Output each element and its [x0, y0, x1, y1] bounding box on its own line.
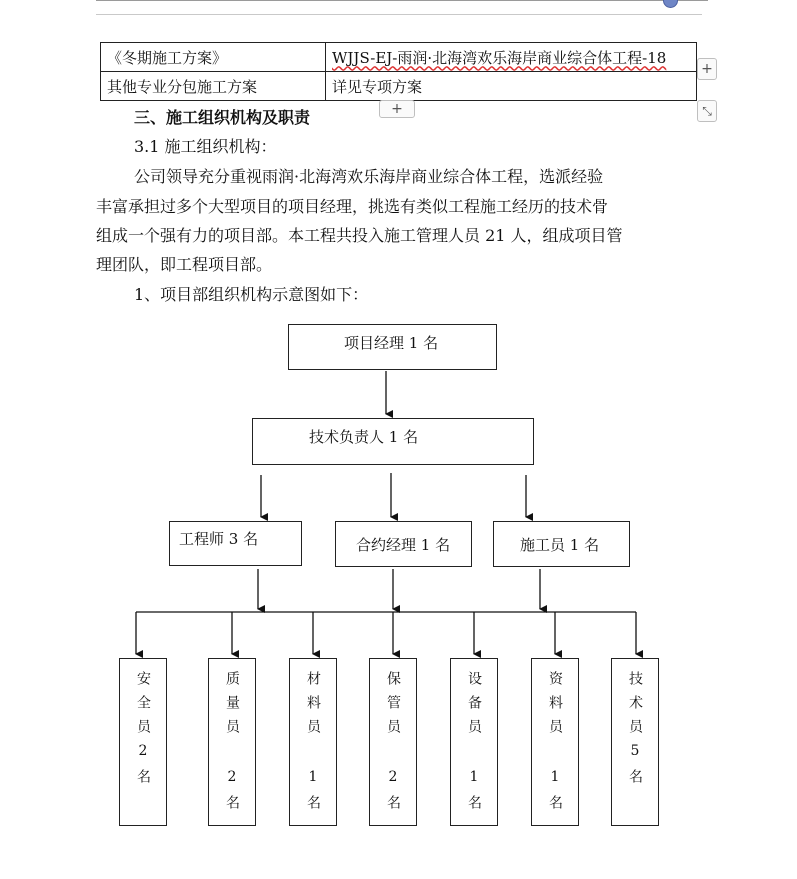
org-box-quality-officer[interactable]: [208, 658, 256, 826]
org-box-storekeeper[interactable]: [369, 658, 417, 826]
add-row-button[interactable]: +: [379, 100, 415, 118]
org-box-label: 安全员2名: [135, 671, 151, 793]
table-cell[interactable]: 《冬期施工方案》: [101, 43, 326, 72]
chart-intro: 1、项目部组织机构示意图如下：: [134, 285, 369, 304]
org-box-technician[interactable]: [611, 658, 659, 826]
org-box-label: 合约经理 1 名: [356, 536, 451, 554]
org-box-label: 质量员 2名: [224, 671, 240, 819]
table-cell[interactable]: 详见专项方案: [326, 72, 697, 101]
table-cell[interactable]: 其他专业分包施工方案: [101, 72, 326, 101]
org-box-construction-worker[interactable]: [493, 521, 630, 567]
org-box-label: 技术员5名: [627, 671, 643, 793]
org-box-documentation-officer[interactable]: [531, 658, 579, 826]
org-box-equipment-officer[interactable]: [450, 658, 498, 826]
section-heading: 三、施工组织机构及职责: [134, 108, 311, 127]
org-box-project-manager[interactable]: [288, 324, 497, 370]
org-box-safety-officer[interactable]: [119, 658, 167, 826]
org-box-engineer[interactable]: [169, 521, 302, 566]
org-box-label: 资料员 1名: [547, 671, 563, 819]
org-box-label: 设备员 1名: [466, 671, 482, 819]
org-box-label: 技术负责人 1 名: [309, 428, 419, 446]
org-box-technical-lead[interactable]: [252, 418, 534, 465]
org-box-label: 保管员 2名: [385, 671, 401, 819]
org-box-label: 材料员 1名: [305, 671, 321, 819]
paragraph-line: 理团队，即工程项目部。: [96, 255, 273, 274]
org-box-label: 项目经理 1 名: [344, 334, 439, 352]
org-box-contract-manager[interactable]: [335, 521, 472, 567]
paragraph-line: 公司领导充分重视雨润·北海湾欢乐海岸商业综合体工程，选派经验: [134, 167, 604, 186]
table-resize-handle[interactable]: ⤡: [697, 100, 717, 122]
org-box-label: 施工员 1 名: [520, 536, 600, 554]
paragraph-line: 组成一个强有力的项目部。本工程共投入施工管理人员 21 人，组成项目管: [96, 226, 623, 245]
subsection-heading: 3.1 施工组织机构：: [134, 137, 277, 156]
spellcheck-text: WJJS-EJ-雨润·北海湾欢乐海岸商业综合体工程-18: [332, 48, 667, 67]
org-box-materials-officer[interactable]: [289, 658, 337, 826]
paragraph-line: 丰富承担过多个大型项目的项目经理，挑选有类似工程施工经历的技术骨: [96, 197, 609, 216]
org-box-label: 工程师 3 名: [179, 530, 259, 548]
add-column-button[interactable]: +: [697, 58, 717, 80]
